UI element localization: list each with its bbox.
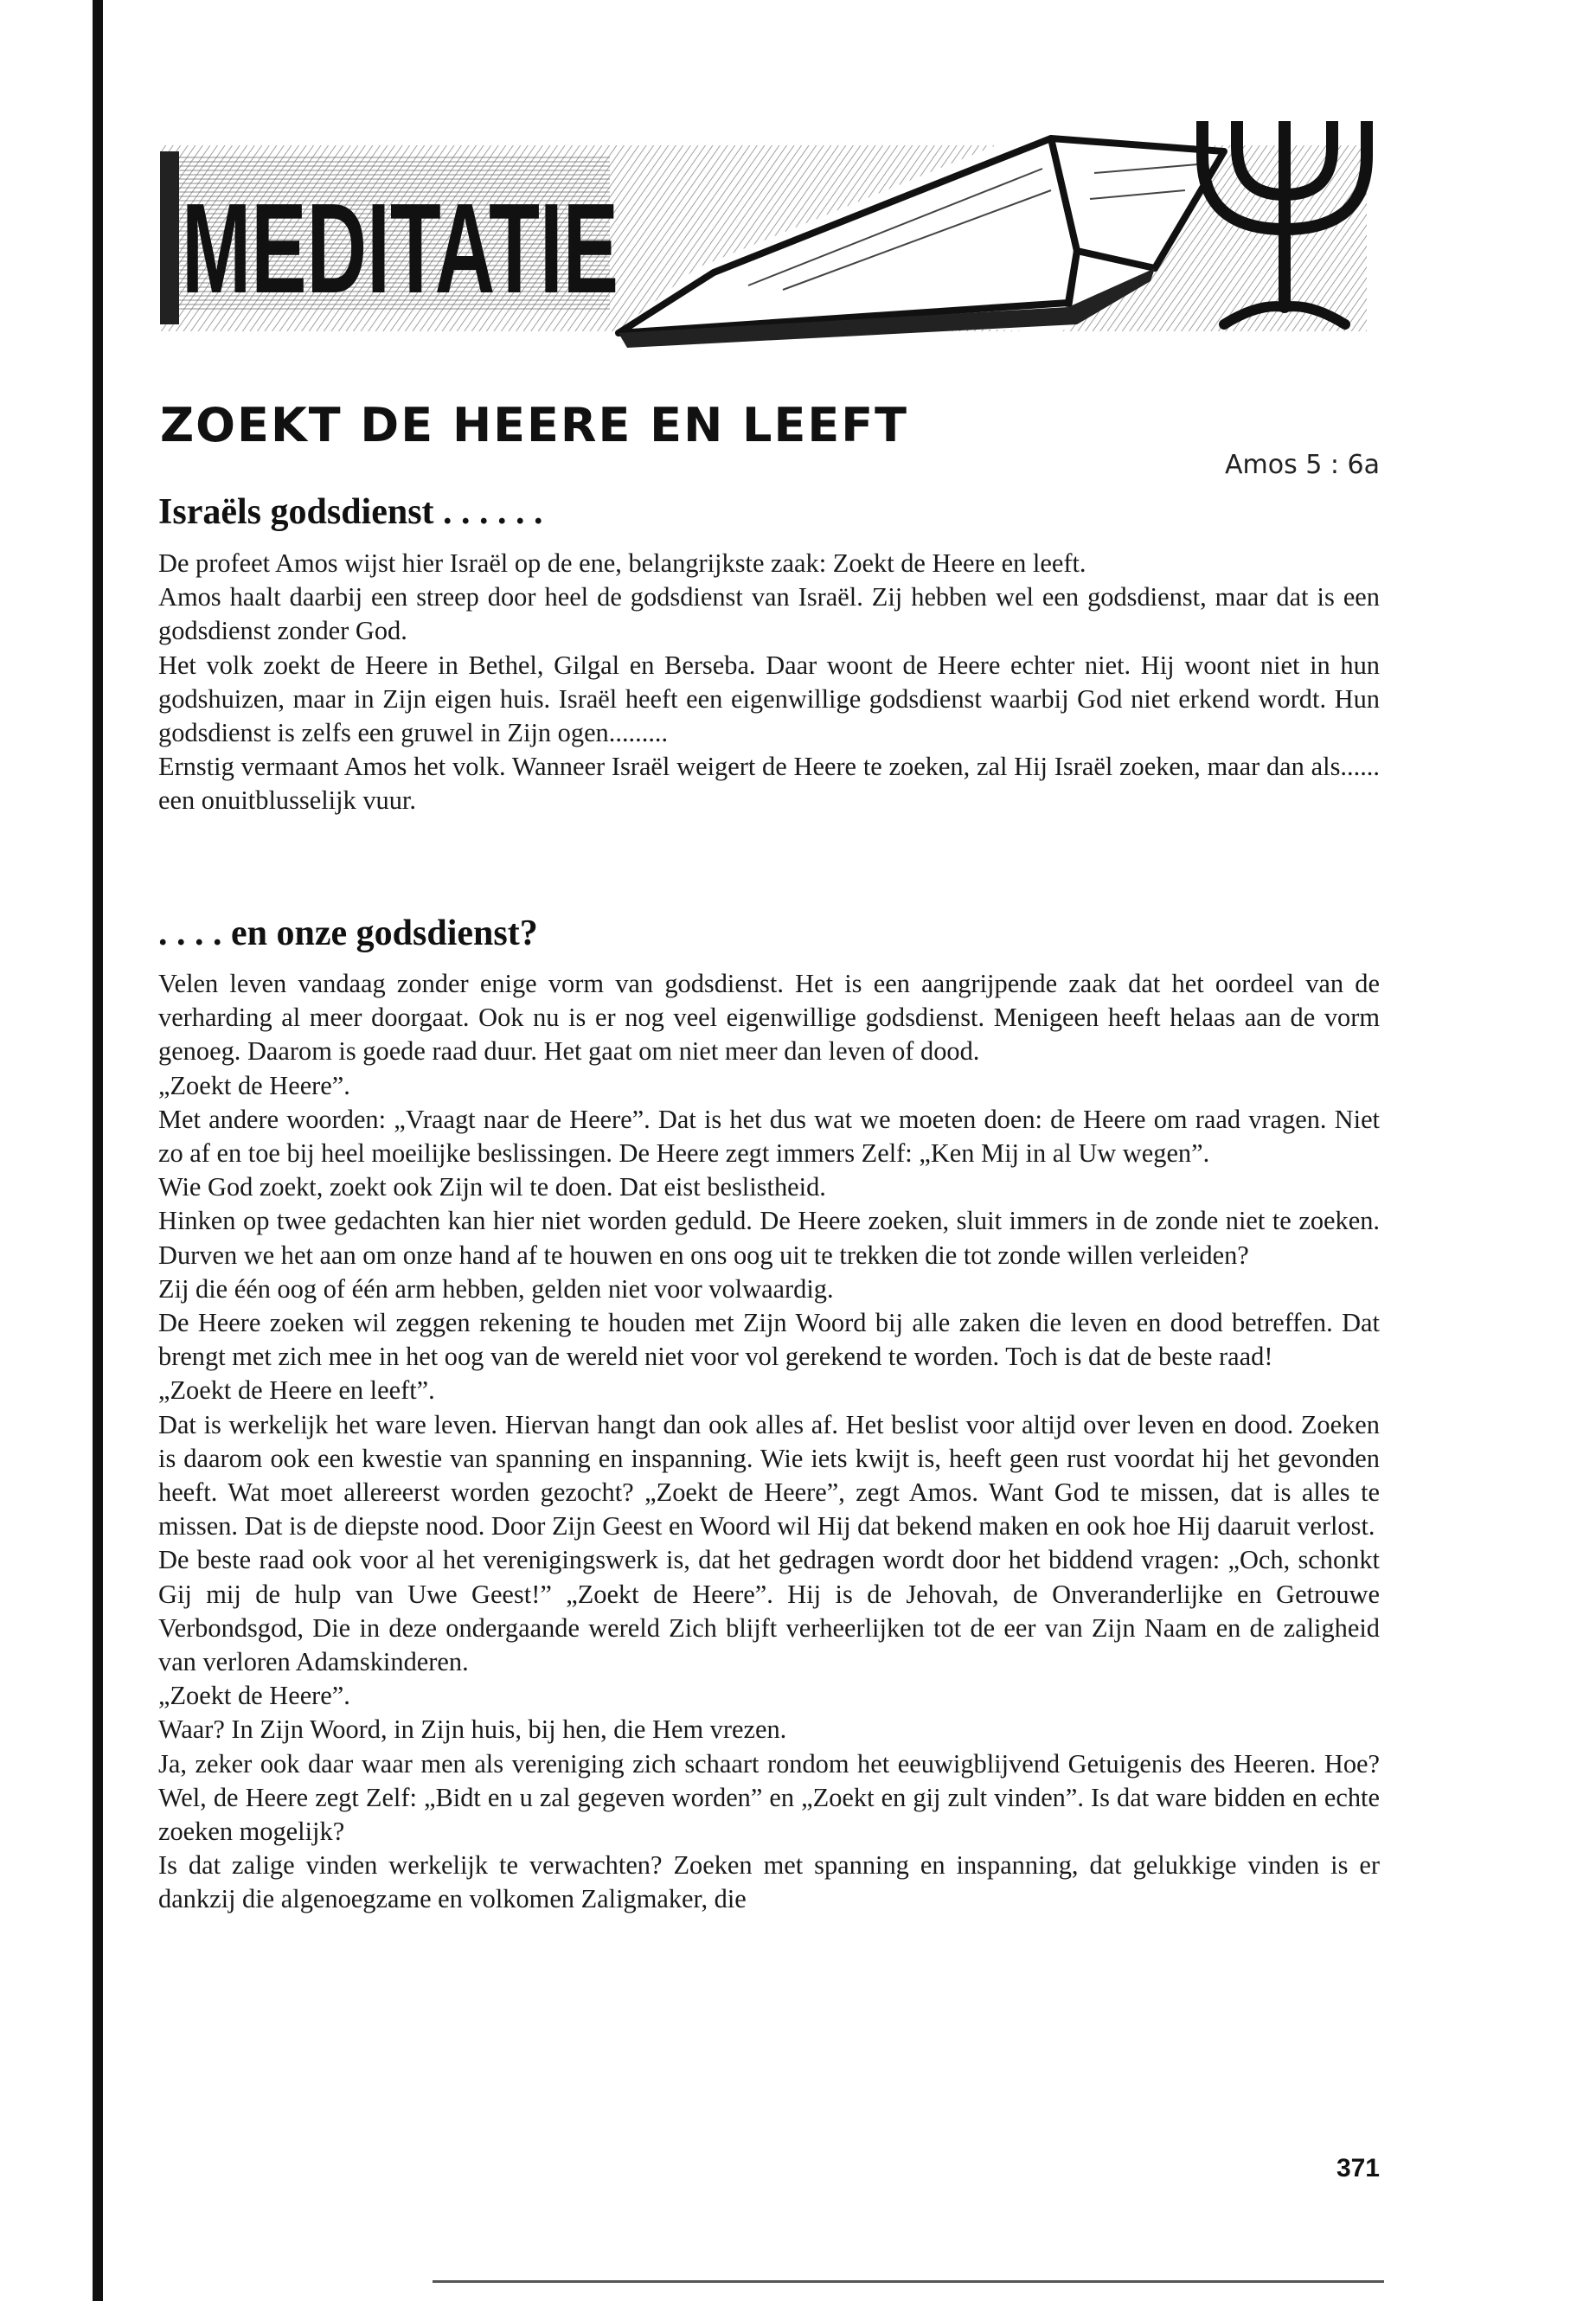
paragraph: Ernstig vermaant Amos het volk. Wanneer Israël weigert de Heere te zoeken, zal Hij Israël zoeken, maar dan als...... een onuitblusselijk vuur. [158, 752, 1380, 816]
paragraph: Ja, zeker ook daar waar men als vereniging zich schaart rondom het eeuwigblijvend Getuigenis des Heeren. Hoe? Wel, de Heere zegt Zelf: „Bidt en u zal gegeven worden” en „Zoekt en gij zult vinden”. Is dat ware bidden en echte zoeken mogelijk? [158, 1748, 1380, 1847]
banner-label: MEDITATIE [182, 177, 619, 320]
meditatie-banner [160, 121, 1388, 355]
paragraph: Amos haalt daarbij een streep door heel de godsdienst van Israël. Zij hebben wel een godsdienst, maar dat is een godsdienst zonder God. [158, 582, 1380, 646]
section-body-onze-godsdienst [158, 967, 1380, 1917]
paragraph: Is dat zalige vinden werkelijk te verwachten? Zoeken met spanning en inspanning, dat gelukkige vinden is er dankzij die algenoegzame en volkomen Zaligmaker, die [158, 1850, 1380, 1914]
page-bottom-rule [433, 2280, 1384, 2283]
banner-illustration [160, 121, 1388, 355]
page-number: 371 [1336, 2154, 1380, 2182]
paragraph: Velen leven vandaag zonder enige vorm van godsdienst. Het is een aangrijpende zaak dat het oordeel van de verharding al meer doorgaat. Ook nu is er nog veel eigenwillige godsdienst. Menigeen heeft helaas aan de vorm genoeg. Daarom is goede raad duur. Het gaat om niet meer dan leven of dood. [158, 969, 1380, 1067]
paragraph: Zij die één oog of één arm hebben, gelden niet voor volwaardig. [158, 1273, 834, 1304]
paragraph: „Zoekt de Heere”. [158, 1070, 350, 1100]
paragraph: Het volk zoekt de Heere in Bethel, Gilgal en Berseba. Daar woont de Heere echter niet. Hij woont niet in hun godshuizen, maar in Zijn eigen huis. Israël heeft een eigenwillige godsdienst waarbij God niet erkend wordt. Hun godsdienst is zelfs een gruwel in Zijn ogen......... [158, 650, 1380, 748]
paragraph: „Zoekt de Heere en leeft”. [158, 1375, 435, 1406]
paragraph: De profeet Amos wijst hier Israël op de ene, belangrijkste zaak: Zoekt de Heere en leeft. [158, 548, 1086, 578]
paragraph: Waar? In Zijn Woord, in Zijn huis, bij hen, die Hem vrezen. [158, 1715, 787, 1745]
paragraph: Dat is werkelijk het ware leven. Hiervan hangt dan ook alles af. Het beslist voor altijd over leven en dood. Zoeken is daarom ook een kwestie van spanning en inspanning. Wie iets kwijt is, heeft geen rust voordat hij het gevonden heeft. Wat moet allereerst worden gezocht? „Zoekt de Heere”, zegt Amos. Want God te missen, dat is alles te missen. Dat is de diepste nood. Door Zijn Geest en Woord wil Hij dat bekend maken en ook hoe Hij daaruit verlost. [158, 1409, 1380, 1541]
page-edge-rule [93, 0, 103, 2301]
paragraph: De Heere zoeken wil zeggen rekening te houden met Zijn Woord bij alle zaken die leven en dood betreffen. Dat brengt met zich mee in het oog van de wereld niet voor vol gerekend te worden. Toch is dat de beste raad! [158, 1308, 1380, 1372]
section-heading-onze-godsdienst: . . . . en onze godsdienst? [158, 913, 538, 953]
paragraph: Hinken op twee gedachten kan hier niet worden geduld. De Heere zoeken, sluit immers in de zonde niet te zoeken. Durven we het aan om onze hand af te houwen en ons oog uit te trekken die tot zonde willen verleiden? [158, 1206, 1380, 1270]
scripture-reference: Amos 5 : 6a [1224, 450, 1380, 480]
paragraph: „Zoekt de Heere”. [158, 1681, 350, 1711]
paragraph: Met andere woorden: „Vraagt naar de Heere”. Dat is het dus wat we moeten doen: de Heere om raad vragen. Niet zo af en toe bij heel moeilijke beslissingen. De Heere zegt immers Zelf: „Ken Mij in al Uw wegen”. [158, 1104, 1380, 1169]
article-title: ZOEKT DE HEERE EN LEEFT [160, 398, 908, 452]
paragraph: Wie God zoekt, zoekt ook Zijn wil te doen. Dat eist beslistheid. [158, 1172, 826, 1202]
paragraph: De beste raad ook voor al het verenigingswerk is, dat het gedragen wordt door het biddend vragen: „Och, schonkt Gij mij de hulp van Uwe Geest!” „Zoekt de Heere”. Hij is de Jehovah, de Onveranderlijke en Getrouwe Verbondsgod, Die in deze ondergaande wereld Zich blijft verheerlijken tot de eer van Zijn Naam en de zaligheid van verloren Adamskinderen. [158, 1545, 1380, 1677]
section-heading-israels-godsdienst: Israëls godsdienst . . . . . . [158, 492, 543, 532]
section-body-israels-godsdienst [158, 547, 1380, 818]
